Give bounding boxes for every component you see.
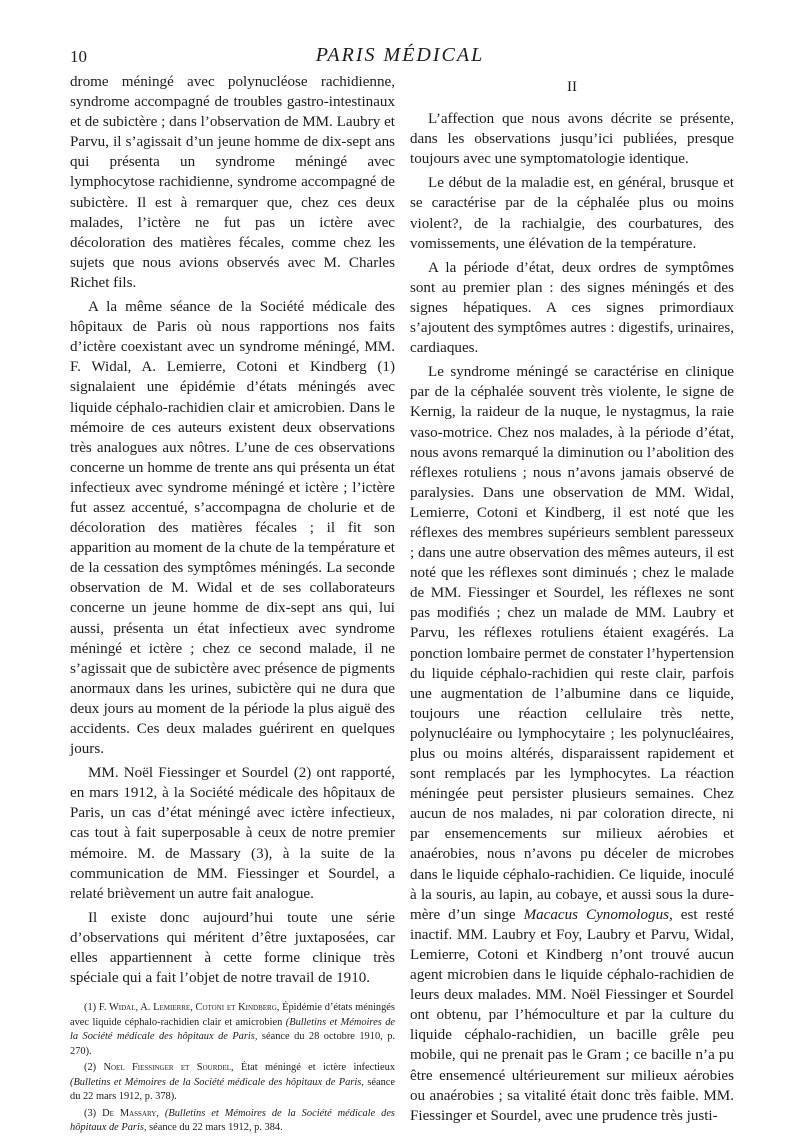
footnote-title: Épidémie d’états méningés avec liquide céphalo-rachidien clair et amicrobien [70,1002,395,1028]
footnote-details: séance du 22 mars 1912, p. 384. [149,1122,283,1134]
body-paragraph: drome méningé avec polynucléose rachidienne, syndrome accompagné de troubles gastro-intestinaux et de subictère ; dans l’observation de MM. Laubry et Parvu, il s’agissait d’un jeune homme de dix-sept ans qui présenta un syndrome méningé avec lymphocytose rachidienne, syndrome accompagné de subictère. Il est à remarquer que, chez ces deux malades, l’ictère ne fut pas un ictère avec décoloration des matières fécales, comme chez les sujets que nous avions observés avec M. Charles Richet fils. [70,74,395,291]
footnote [70,1001,395,1059]
body-paragraph: Le début de la maladie est, en général, brusque et se caractérise par de la céphalée plus ou moins violent?, de la rachialgie, des courbatures, des vomissements, une élévation de la température. [410,175,734,252]
paragraph-tail: est resté inactif. MM. Laubry et Foy, Laubry et Parvu, Widal, Lemierre, Cotoni et Kindberg n’ont trouvé aucun agent microbien dans le liquide céphalo-rachidien de leurs deux malades. MM. Noël Fiessinger et Sourdel ont obtenu, par l’hémoculture et par la culture du liquide céphalo-rachidien, un bacille grêle peu mobile, qui ne prenait pas le Gram ; ce bacille n’a pu être ensemencé ultérieurement sur milieux aérobies ou anaérobies ; sa vitalité était donc très faible. MM. Fiessinger et Sourdel, avec une prudence très justi- [410,906,734,1124]
footnote-number: (1) [84,1002,97,1014]
footnote-source: (Bulletins et Mémoires de la Société médicale des hôpitaux de Paris, [70,1016,396,1043]
footnote-source: (Bulletins et Mémoires de la Société médicale des hôpitaux de Paris, [70,1076,364,1088]
species-name: Macacus Cynomologus, [523,906,673,923]
running-title: PARIS MÉDICAL [315,44,485,66]
footnote-title: État méningé et ictère infectieux [240,1062,396,1074]
section-number: II [567,79,577,95]
paragraph-lead: Le syndrome méningé se caractérise en clinique par de la céphalée souvent très violente, le signe de Kernig, la raideur de la nuque, le nystagmus, la raie vaso-motrice. Chez nos malades, à la période d’état, nous avons remarqué la diminution ou l’abolition des réflexes rotuliens ; nous n’avons jamais observé de paralysies. Dans une observation de MM. Widal, Lemierre, Cotoni et Kindberg, il est noté que les réflexes des membres supérieurs semblent paresseux ; dans une autre observation des mêmes auteurs, il est noté que les réflexes sont diminués ; chez le malade de MM. Fiessinger et Sourdel, les réflexes ne sont pas modifiés ; chez un malade de MM. Laubry et Parvu, les réflexes rotuliens étaient exagérés. La ponction lombaire permet de constater l’hypertension du liquide céphalo-rachidien qui reste clair, parfois une augmentation de l’albumine dans ce liquide, toujours une réaction cellulaire très nette, polynucléaire ou lymphocytaire ; les polynucléaires, plus ou moins altérés, disparaissent rapidement et sont remplacés par les lymphocytes. La réaction méningée peut persister plusieurs semaines. Chez aucun de nos malades, ni par coloration directe, ni par ensemencements sur milieux aérobies et anaérobies, nous n’avons pu déceler de microbes dans le liquide céphalo-rachidien. Ce liquide, inoculé à la souris, au lapin, au cobaye, et aussi sous la dure-mère d’un singe [410,364,734,923]
right-column [410,77,734,1130]
body-paragraph: A la période d’état, deux ordres de symptômes sont au premier plan : des signes méningés et des signes hépatiques. A ces signes primordiaux s’ajoutent des symptômes autres : digestifs, urinaires, cardiaques. [410,259,734,357]
body-paragraph: L’affection que nous avons décrite se présente, dans les observations jusqu’ici publiées, presque toujours avec une symptomatologie identique. [410,111,734,168]
footnote-number: (3) [84,1107,97,1119]
footnote-author: De Massary, [102,1107,159,1119]
body-paragraph: MM. Noël Fiessinger et Sourdel (2) ont rapporté, en mars 1912, à la Société médicale des hôpitaux de Paris, un cas d’état méningé avec ictère infectieux, cas tout à fait superposable à ceux de notre premier mémoire. M. de Massary (3), à la suite de la communication de MM. Fiessinger et Sourdel, a relaté brièvement un autre fait analogue. [70,765,395,902]
footnotes [70,1000,395,1136]
body-paragraph: Il existe donc aujourd’hui toute une série d’observations qui méritent d’être juxtaposées, car elles appartiennent à cette forme clinique très spéciale qui a fait l’objet de notre travail de 1910. [70,909,395,987]
footnote-author: Noel Fiessinger et Sourdel, [103,1062,234,1074]
footnote-source: (Bulletins et Mémoires de la Société médicale des hôpitaux de Paris, [70,1107,395,1134]
footnote-number: (2) [84,1062,97,1074]
page-number: 10 [70,47,87,66]
body-paragraph [410,362,734,1126]
left-column [70,72,395,1138]
body-paragraph: A la même séance de la Société médicale des hôpitaux de Paris où nous rapportions nos faits d’ictère coexistant avec un syndrome méningé, MM. F. Widal, A. Lemierre, Cotoni et Kindberg (1) signalaient une épidémie d’états méningés avec liquide céphalo-rachidien clair et amicrobien. Dans le mémoire de ces auteurs existent deux observations très analogues aux nôtres. L’une de ces observations concerne un homme de trente ans qui présenta un état infectieux avec syndrome méningé et ictère ; l’ictère fut assez accentué, s’accompagna de cholurie et de décoloration des matières fécales ; il fit son apparition au moment de la chute de la température et de la cessation des symptômes méningés. La seconde observation de M. Widal et de ses collaborateurs concerne un jeune homme de dix-sept ans qui, lui aussi, présenta un état infectieux avec syndrome méningé et ictère ; chez ce second malade, il ne s’agissait que de subictère avec présence de pigments anormaux dans les urines, subictère qui ne dura que deux jours au moment de la période la plus aiguë des accidents. Ces deux malades guérirent en quelques jours. [70,299,395,758]
footnote-author: F. Widal, A. Lemierre, Cotoni et Kindberg, [98,1002,280,1014]
footnote [70,1107,395,1136]
footnote-details: séance du 28 octobre 1910, p. 270). [70,1031,395,1057]
footnote [70,1061,395,1105]
footnote-details: séance du 22 mars 1912, p. 378). [70,1076,395,1103]
